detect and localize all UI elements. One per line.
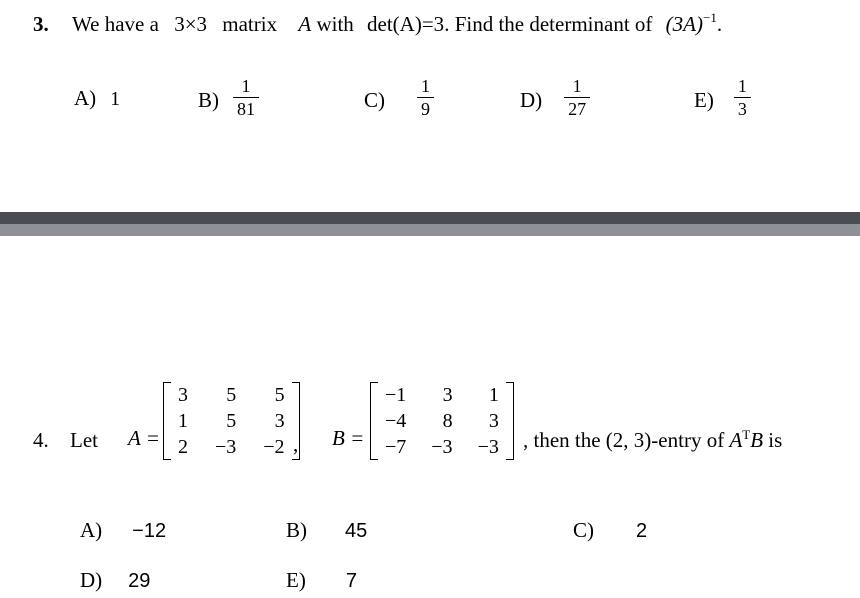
matrix-a-cell: 5 (274, 384, 285, 406)
matrix-b-cell: −3 (431, 436, 453, 458)
matrix-b-cell: −4 (385, 410, 407, 432)
q3-option-a[interactable] (74, 86, 120, 111)
matrix-b-cell: 8 (442, 410, 453, 432)
q3-option-c-letter: C) (364, 88, 385, 112)
matrix-b-row (378, 382, 506, 408)
q3-option-c-fraction (419, 76, 432, 119)
q3-option-e-numerator: 1 (737, 76, 747, 96)
q3-option-d-denominator: 27 (568, 99, 587, 119)
q4-option-e-letter: E) (286, 568, 306, 592)
q4-matrix-a (163, 382, 300, 460)
q4-option-a[interactable] (80, 518, 166, 543)
q3-option-e-denominator: 3 (737, 99, 747, 119)
matrix-a-cell: 5 (226, 384, 237, 406)
q4-option-b[interactable] (286, 518, 367, 543)
q3-statement (72, 12, 722, 37)
q4-comma: , (293, 432, 299, 456)
matrix-a-row (171, 382, 292, 408)
q3-option-a-value: 1 (110, 88, 121, 110)
q4-option-a-letter: A) (80, 518, 103, 542)
matrix-a-row (171, 408, 292, 434)
q3-option-b-letter: B) (198, 88, 219, 112)
matrix-a-row (171, 434, 292, 460)
q4-product-b: B (750, 428, 764, 452)
matrix-b-row (378, 434, 506, 460)
q3-option-c[interactable] (364, 76, 432, 119)
q4-let-text: Let (70, 428, 98, 452)
matrix-a-cell: −2 (263, 436, 285, 458)
q3-option-a-letter: A) (74, 86, 97, 110)
q4-statement-tail (523, 428, 782, 453)
q3-option-d-numerator: 1 (572, 76, 582, 96)
matrix-a-cell: 2 (178, 436, 188, 458)
q3-with-word: with (316, 12, 354, 36)
section-separator (0, 212, 860, 236)
q3-option-e-letter: E) (694, 88, 714, 112)
q4-option-d-letter: D) (80, 568, 103, 592)
q4-product-transpose: T (742, 427, 751, 442)
q3-option-d[interactable] (520, 76, 588, 119)
q3-option-b-denominator: 81 (237, 99, 255, 119)
q3-option-e[interactable] (694, 76, 749, 119)
q4-option-e-value: 7 (345, 570, 357, 592)
q4-option-c-value: 2 (636, 520, 648, 542)
matrix-a-cell: 3 (178, 384, 188, 406)
q4-option-c-letter: C) (573, 518, 594, 542)
q4-matrix-b-label (332, 426, 364, 451)
q3-dims: 3×3 (174, 12, 208, 36)
q4-option-b-value: 45 (345, 520, 368, 542)
q4-matrix-b (370, 382, 514, 460)
q3-find-text: . Find the determinant of (444, 12, 653, 36)
matrix-b-cell: −1 (385, 384, 407, 406)
matrix-a-cell: −3 (215, 436, 237, 458)
q4-product-a: A (729, 428, 743, 452)
matrix-a-cell: 5 (226, 410, 237, 432)
q4-number: 4. (33, 428, 49, 452)
matrix-b-row (378, 408, 506, 434)
q3-option-b-fraction (235, 76, 257, 119)
q3-option-e-fraction (736, 76, 749, 119)
q4-option-d[interactable] (80, 568, 150, 593)
q4-option-a-value: −12 (132, 520, 167, 542)
matrix-b-cell: −3 (477, 436, 499, 458)
q3-target-exponent: −1 (702, 10, 717, 25)
q4-matrix-a-label (128, 426, 160, 451)
q3-option-c-denominator: 9 (421, 99, 430, 119)
q3-number: 3. (33, 12, 49, 36)
q4-option-e[interactable] (286, 568, 357, 593)
matrix-b-cell: 1 (488, 384, 499, 406)
q3-target-expr: (3A) (665, 12, 703, 36)
q4-then-text: , then the (2, 3)-entry of (523, 428, 725, 452)
q3-option-d-fraction (566, 76, 588, 119)
matrix-b-cell: 3 (442, 384, 453, 406)
matrix-a-cell: 1 (178, 410, 188, 432)
q3-option-d-letter: D) (520, 88, 543, 112)
matrix-a-cell: 3 (274, 410, 285, 432)
q3-option-c-numerator: 1 (421, 76, 430, 96)
q3-period: . (716, 12, 723, 36)
q4-is-text: is (768, 428, 783, 452)
q3-intro-text: We have a (72, 12, 159, 36)
q4-option-b-letter: B) (286, 518, 307, 542)
q4-matrix-a-label-text: A = (128, 426, 160, 450)
q3-matrix-word: matrix (222, 12, 278, 36)
q3-option-b-numerator: 1 (241, 76, 251, 96)
matrix-b-cell: 3 (488, 410, 499, 432)
q4-option-d-value: 29 (128, 570, 151, 592)
matrix-b-cell: −7 (385, 436, 407, 458)
q4-matrix-b-label-text: B = (332, 426, 365, 450)
q4-option-c[interactable] (573, 518, 647, 543)
q3-option-b[interactable] (198, 76, 257, 119)
q3-det-expr: det(A)=3 (367, 12, 445, 36)
q3-matrix-var: A (298, 12, 312, 36)
